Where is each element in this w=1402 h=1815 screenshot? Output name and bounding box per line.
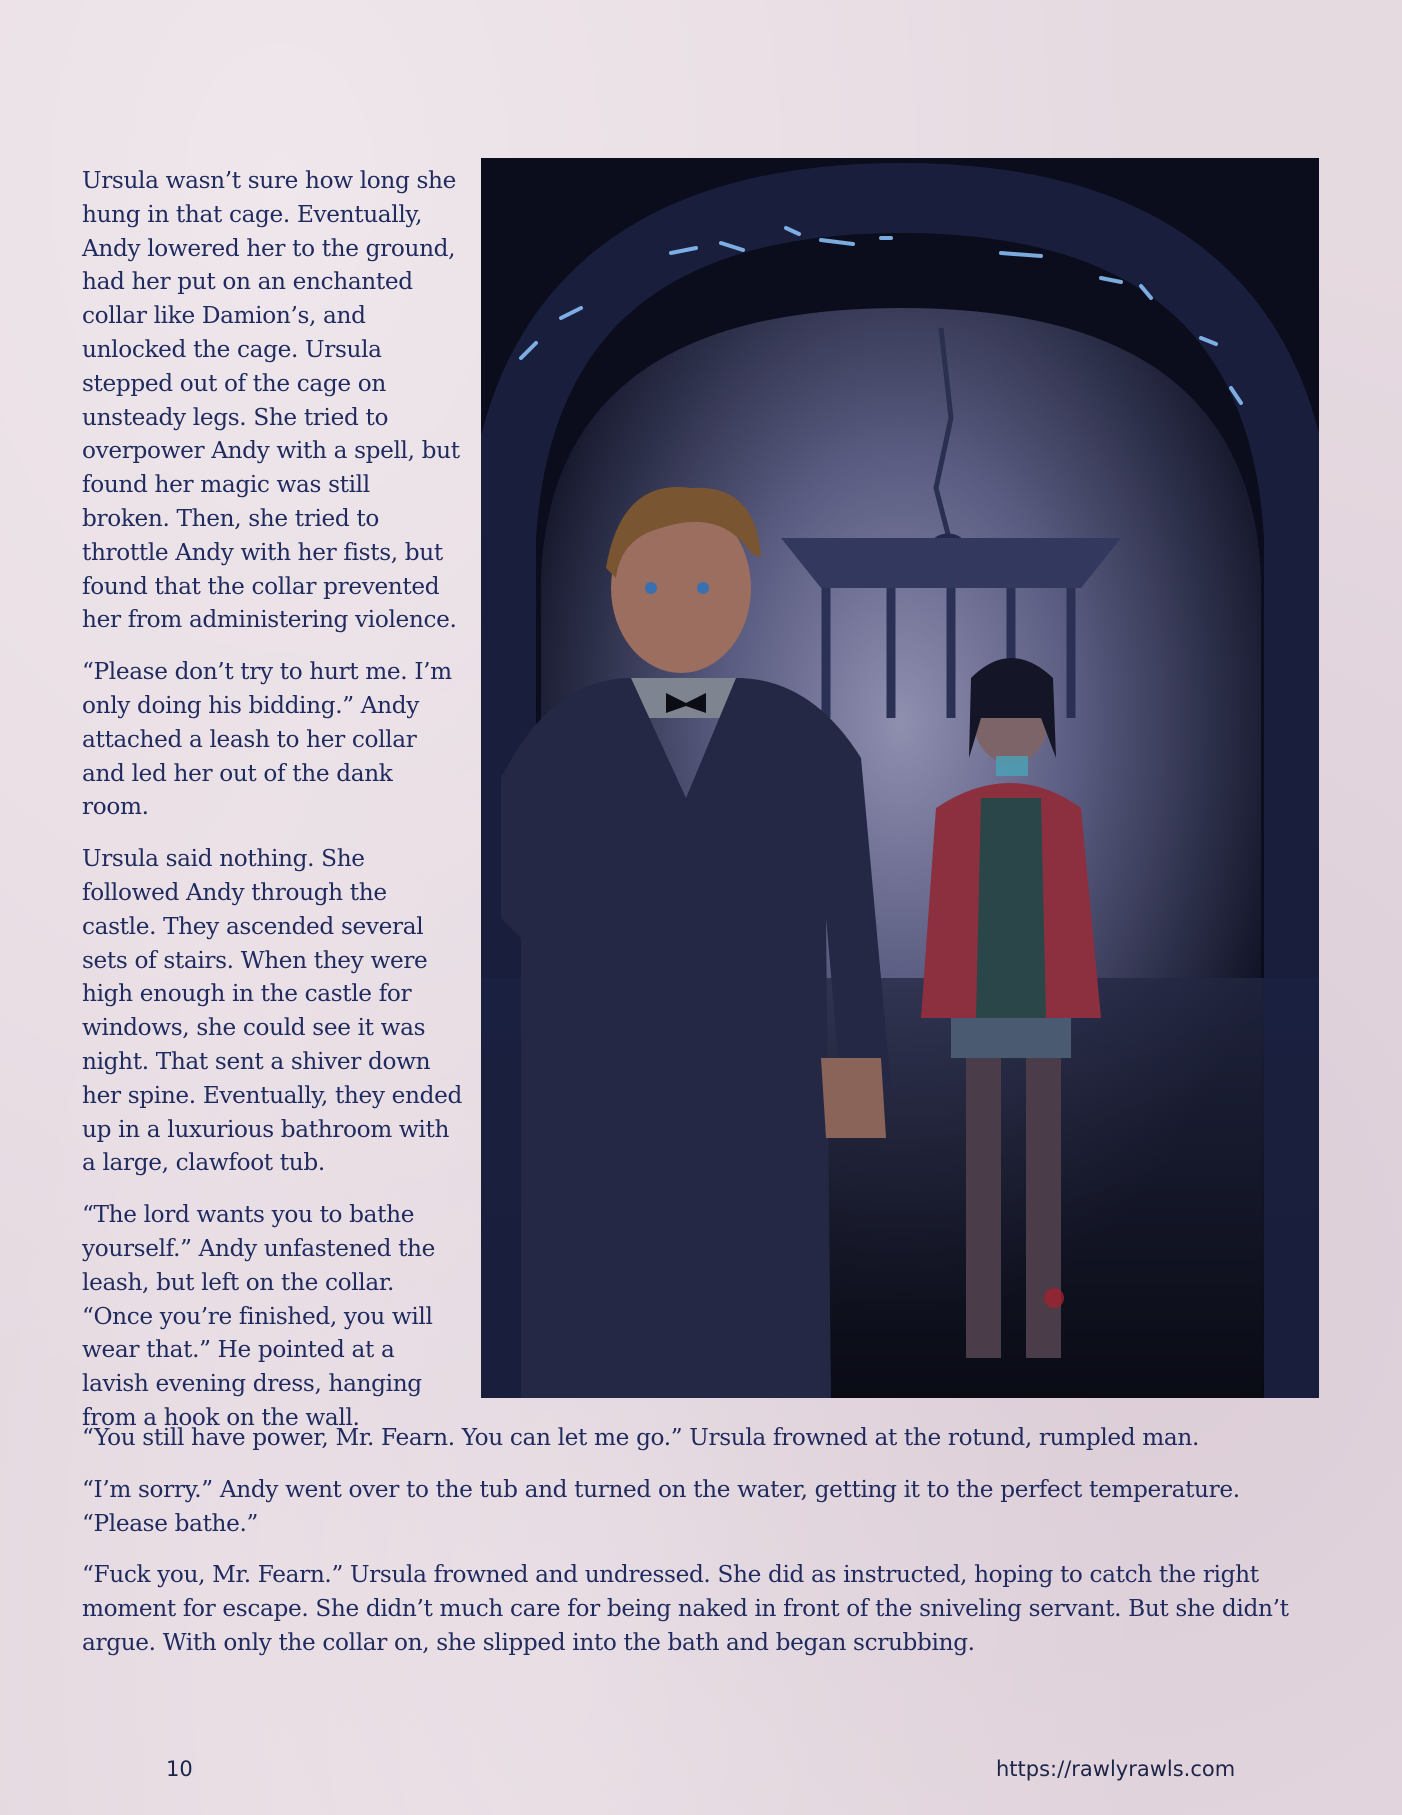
paragraph: “Fuck you, Mr. Fearn.” Ursula frowned and undressed. She did as instructed, hoping to catch the right moment for escape. She didn’t much care for being naked in front of the sniveling servant. But she didn’t argue. With only the collar on, she slipped into the bath and began scrubbing. [82, 1561, 1289, 1656]
paragraph: “You still have power, Mr. Fearn. You can let me go.” Ursula frowned at the rotund, rumpled man. [82, 1424, 1200, 1451]
story-illustration [481, 158, 1319, 1398]
text-column [82, 164, 462, 1453]
footer-url: https://rawlyrawls.com [996, 1757, 1236, 1781]
paragraph: Ursula said nothing. She followed Andy through the castle. They ascended several sets of stairs. When they were high enough in the castle for windows, she could see it was night. That sent a shiver down her spine. Eventually, they ended up in a luxurious bathroom with a large, clawfoot tub. [82, 845, 462, 1177]
paragraph: “The lord wants you to bathe yourself.” Andy unfastened the leash, but left on the collar. “Once you’re finished, you will wear that.” He pointed at a lavish evening dress, hanging from a hook on the wall. [82, 1201, 436, 1431]
paragraph: “I’m sorry.” Andy went over to the tub and turned on the water, getting it to the perfect temperature. “Please bathe.” [82, 1475, 1240, 1537]
page-number: 10 [166, 1757, 193, 1781]
paragraph: Ursula wasn’t sure how long she hung in that cage. Eventually, Andy lowered her to the ground, had her put on an enchanted collar like Damion’s, and unlocked the cage. Ursula stepped out of the cage on unsteady legs. She tried to overpower Andy with a spell, but found her magic was still broken. Then, she tried to throttle Andy with her fists, but found that the collar prevented her from administering violence. [82, 167, 460, 634]
full-width-text [82, 1421, 1322, 1678]
paragraph: “Please don’t try to hurt me. I’m only doing his bidding.” Andy attached a leash to her collar and led her out of the dank room. [82, 658, 452, 821]
